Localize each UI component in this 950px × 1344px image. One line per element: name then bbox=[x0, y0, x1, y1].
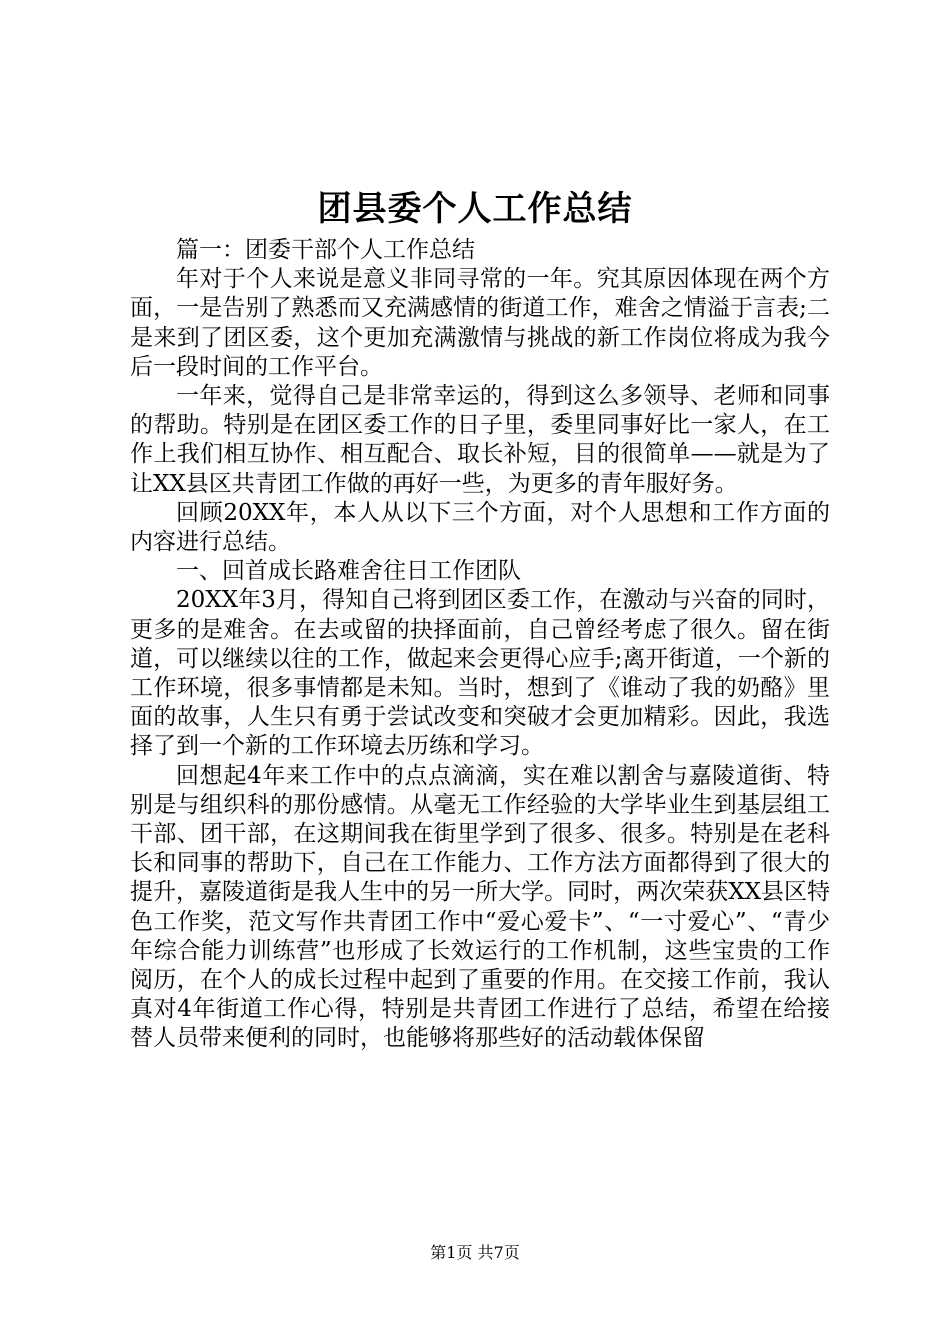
section-heading-2: 一、回首成长路难舍往日工作团队 bbox=[176, 558, 521, 585]
paragraph: 一年来，觉得自己是非常幸运的，得到这么多领导、老师和同事的帮助。特别是在团区委工作的日子里，委里同事好比一家人，在工作上我们相互协作、相互配合、取长补短，目的很简单——就是为了让XX县区共青团工作做的再好一些，为更多的青年服好务。 bbox=[130, 383, 830, 497]
paragraph: 20XX年3月，得知自己将到团区委工作，在激动与兴奋的同时，更多的是难舍。在去或留的抉择面前，自己曾经考虑了很久。留在街道，可以继续以往的工作，做起来会更得心应手;离开街道，一个新的工作环境，很多事情都是未知。当时，想到了《谁动了我的奶酪》里面的故事，人生只有勇于尝试改变和突破才会更加精彩。因此，我选择了到一个新的工作环境去历练和学习。 bbox=[130, 587, 830, 760]
paragraph: 年对于个人来说是意义非同寻常的一年。究其原因体现在两个方面，一是告别了熟悉而又充满感情的街道工作，难舍之情溢于言表;二是来到了团区委，这个更加充满激情与挑战的新工作岗位将成为我今后一段时间的工作平台。 bbox=[130, 266, 830, 380]
document-title: 团县委个人工作总结 bbox=[317, 189, 633, 229]
paragraph: 回顾20XX年，本人从以下三个方面，对个人思想和工作方面的内容进行总结。 bbox=[130, 499, 830, 556]
document-body bbox=[130, 236, 830, 1054]
page-number-footer: 第1页 共7页 bbox=[430, 1243, 520, 1262]
paragraph: 回想起4年来工作中的点点滴滴，实在难以割舍与嘉陵道街、特别是与组织科的那份感情。从毫无工作经验的大学毕业生到基层组工干部、团干部，在这期间我在街里学到了很多、很多。特别是在老科长和同事的帮助下，自己在工作能力、工作方法方面都得到了很大的提升，嘉陵道街是我人生中的另一所大学。同时，两次荣获XX县区特色工作奖，范文写作共青团工作中“爱心爱卡”、“一寸爱心”、“青少年综合能力训练营”也形成了长效运行的工作机制，这些宝贵的工作阅历，在个人的成长过程中起到了重要的作用。在交接工作前，我认真对4年街道工作心得，特别是共青团工作进行了总结，希望在给接替人员带来便利的同时，也能够将那些好的活动载体保留 bbox=[130, 762, 830, 1052]
section-heading-1: 篇一：团委干部个人工作总结 bbox=[176, 237, 475, 263]
